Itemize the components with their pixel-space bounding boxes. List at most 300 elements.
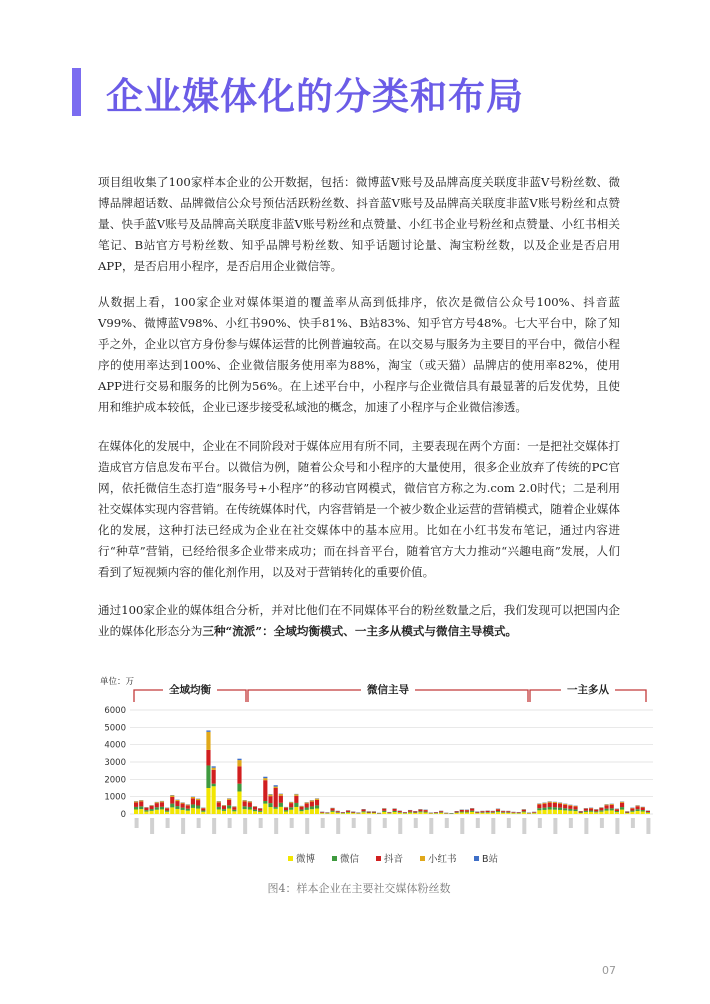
bar-segment (196, 800, 200, 805)
bar-segment (305, 803, 309, 807)
bar-segment (165, 810, 169, 811)
bar-segment (206, 732, 210, 750)
x-category-label (383, 818, 387, 828)
bar-segment (486, 813, 490, 814)
bar-segment (418, 811, 422, 812)
bar-segment (170, 795, 174, 797)
bar-segment (506, 812, 510, 813)
bar-segment (237, 784, 241, 792)
fans-chart-svg (98, 672, 658, 872)
bar-segment (635, 806, 639, 809)
bar-segment (284, 812, 288, 814)
bar-segment (465, 812, 469, 813)
bar-segment (186, 811, 190, 814)
x-category-label (367, 818, 371, 834)
bar-segment (196, 799, 200, 800)
bar-segment (558, 810, 562, 814)
x-category-label (181, 818, 185, 834)
bar-segment (139, 806, 143, 809)
group-label: 微信主导 (367, 684, 409, 696)
bar-segment (212, 784, 216, 787)
bar-segment (537, 810, 541, 814)
bar-segment (351, 812, 355, 813)
chart-unit-label: 单位：万 (100, 677, 135, 687)
bar-segment (232, 810, 236, 812)
x-category-label (429, 818, 433, 834)
bar-segment (160, 802, 164, 807)
paragraph-4 (98, 600, 620, 642)
x-category-label (166, 818, 170, 828)
bar-segment (424, 812, 428, 813)
bar-segment (563, 805, 567, 809)
bar-segment (243, 809, 247, 814)
bar-segment (191, 804, 195, 807)
bar-segment (201, 808, 205, 810)
x-category-label (228, 818, 232, 828)
bar-segment (217, 809, 221, 814)
bar-segment (227, 805, 231, 808)
bar-segment (620, 810, 624, 814)
bar-segment (248, 801, 252, 802)
bar-segment (491, 812, 495, 813)
legend-label: 抖音 (384, 854, 404, 865)
bar-segment (460, 810, 464, 812)
bar-segment (506, 811, 510, 812)
paragraph-4-text: 通过100家企业的媒体组合分析，并对比他们在不同媒体平台的粉丝数量之后，我们发现可以把国内企业的媒体化形态分为 (98, 603, 620, 638)
bar-segment (206, 730, 210, 731)
bar-segment (279, 803, 283, 807)
bar-segment (579, 811, 583, 812)
bar-segment (248, 807, 252, 810)
bar-segment (610, 808, 614, 810)
bar-segment (455, 813, 459, 814)
bar-segment (563, 810, 567, 814)
bar-segment (522, 812, 526, 814)
bar-segment (496, 809, 500, 811)
x-category-label (600, 818, 604, 828)
bar-segment (568, 806, 572, 809)
bar-segment (165, 812, 169, 814)
bar-segment (186, 805, 190, 808)
bar-segment (217, 807, 221, 810)
bar-segment (155, 807, 159, 809)
bar-segment (465, 810, 469, 811)
bar-segment (548, 803, 552, 807)
legend-label: 小红书 (428, 854, 457, 865)
bar-segment (258, 811, 262, 812)
x-category-label (445, 818, 449, 828)
bar-segment (134, 802, 138, 806)
bar-segment (212, 768, 216, 770)
bar-segment (630, 811, 634, 812)
bar-segment (263, 801, 267, 804)
bar-segment (227, 800, 231, 805)
bar-segment (263, 778, 267, 780)
bar-segment (243, 806, 247, 809)
bar-segment (289, 803, 293, 807)
bar-segment (320, 813, 324, 814)
bar-segment (367, 813, 371, 814)
bar-segment (305, 802, 309, 803)
bar-segment (501, 811, 505, 812)
x-category-label (631, 818, 635, 828)
bar-segment (542, 808, 546, 810)
bar-segment (336, 813, 340, 814)
x-category-label (197, 818, 201, 828)
bar-segment (480, 812, 484, 813)
bar-segment (330, 808, 334, 810)
bar-segment (227, 809, 231, 814)
bar-segment (191, 798, 195, 804)
bar-segment (610, 805, 614, 809)
bar-segment (268, 796, 272, 803)
legend-swatch (288, 856, 293, 861)
x-category-label (538, 818, 542, 828)
bar-segment (289, 807, 293, 809)
bar-segment (491, 813, 495, 814)
bar-segment (237, 760, 241, 766)
bar-segment (346, 813, 350, 814)
bar-segment (212, 770, 216, 784)
bar-segment (455, 811, 459, 812)
bar-segment (501, 813, 505, 814)
x-category-label (305, 818, 309, 834)
bar-segment (599, 812, 603, 814)
bar-segment (393, 811, 397, 812)
bar-segment (398, 812, 402, 813)
bar-segment (299, 807, 303, 810)
bar-segment (641, 808, 645, 811)
bar-segment (289, 810, 293, 814)
bar-segment (398, 813, 402, 814)
bar-segment (480, 811, 484, 812)
bar-segment (646, 813, 650, 814)
bar-segment (175, 800, 179, 801)
bar-segment (496, 811, 500, 812)
y-tick-label: 1000 (104, 792, 126, 803)
y-tick-label: 2000 (104, 775, 126, 786)
bar-segment (181, 808, 185, 810)
x-category-label (615, 818, 619, 834)
bar-segment (191, 808, 195, 814)
bar-segment (212, 766, 216, 767)
bar-segment (584, 811, 588, 812)
paragraph-3: 在媒体化的发展中，企业在不同阶段对于媒体应用有所不同，主要表现在两个方面：一是把社交媒体打造成官方信息发布平台。以微信为例，随着公众号和小程序的大量使用，很多企业放弃了传统的PC官网，依托微信生态打造“服务号+小程序”的移动官网模式，微信官方称之为.com 2.0时代；二是利用社交媒体实现内容营销。在传统媒体时代，内容营销是一个被少数企业运营的营销模式，随着企业媒体化的发展，这种打法已经成为企业在社交媒体中的基本应用。比如在小红书发布笔记，通过内容进行“种草”营销，已经给很多企业带来成功；而在抖音平台，随着官方大力推动“兴趣电商”发展，人们看到了短视频内容的催化剂作用，以及对于营销转化的重要价值。 (98, 439, 620, 579)
bar-segment (155, 810, 159, 814)
bar-segment (274, 788, 278, 807)
bar-segment (165, 808, 169, 810)
bar-segment (367, 813, 371, 814)
bar-segment (243, 801, 247, 806)
bar-segment (237, 766, 241, 783)
bar-segment (160, 801, 164, 802)
bar-segment (496, 812, 500, 814)
bar-segment (439, 811, 443, 812)
y-tick-label: 0 (120, 810, 126, 820)
legend-label: 微信 (340, 854, 360, 865)
bar-segment (206, 765, 210, 788)
bar-segment (625, 813, 629, 814)
bar-segment (170, 797, 174, 804)
bar-segment (150, 811, 154, 814)
bar-segment (620, 802, 624, 803)
bar-segment (553, 802, 557, 803)
bar-segment (305, 810, 309, 814)
x-category-label (646, 818, 650, 834)
bar-segment (630, 808, 634, 810)
bar-segment (460, 812, 464, 813)
group-label: 一主多从 (567, 684, 609, 696)
bar-segment (542, 804, 546, 808)
x-category-label (476, 818, 480, 828)
legend-swatch (474, 856, 479, 861)
bar-segment (635, 809, 639, 811)
x-category-label (460, 818, 464, 834)
bar-segment (351, 813, 355, 814)
bar-segment (181, 804, 185, 808)
bar-segment (573, 809, 577, 811)
bar-segment (553, 807, 557, 809)
bar-segment (542, 803, 546, 804)
bar-segment (573, 811, 577, 814)
bar-segment (206, 750, 210, 766)
x-category-label (352, 818, 356, 828)
bar-segment (150, 806, 154, 809)
bar-segment (346, 811, 350, 812)
bar-segment (646, 812, 650, 813)
bar-segment (361, 810, 365, 812)
bar-segment (268, 803, 272, 807)
y-tick-label: 6000 (104, 706, 126, 716)
bar-segment (424, 810, 428, 812)
x-category-label (150, 818, 154, 834)
bar-segment (506, 813, 510, 814)
x-category-label (507, 818, 511, 828)
bar-segment (372, 812, 376, 813)
bar-segment (274, 809, 278, 814)
bar-segment (589, 812, 593, 814)
bar-segment (139, 801, 143, 806)
bar-segment (480, 813, 484, 814)
bar-segment (175, 801, 179, 806)
bar-segment (279, 796, 283, 803)
bar-segment (315, 805, 319, 808)
bar-segment (222, 811, 226, 814)
bar-segment (372, 813, 376, 814)
bar-segment (284, 808, 288, 810)
bar-segment (615, 809, 619, 811)
bar-segment (356, 813, 360, 814)
bar-segment (558, 803, 562, 804)
bar-segment (222, 809, 226, 811)
bar-segment (604, 805, 608, 808)
bar-segment (330, 811, 334, 812)
bar-segment (196, 809, 200, 814)
bar-segment (134, 810, 138, 814)
bar-segment (237, 791, 241, 814)
bar-segment (548, 810, 552, 814)
bar-segment (413, 813, 417, 814)
bar-segment (336, 811, 340, 812)
bar-segment (439, 812, 443, 813)
bar-segment (268, 795, 272, 797)
bar-segment (134, 801, 138, 802)
figure-caption: 图4：样本企业在主要社交媒体粉丝数 (267, 882, 451, 895)
bar-segment (150, 809, 154, 811)
bar-segment (604, 809, 608, 811)
bar-segment (615, 811, 619, 812)
bar-segment (263, 780, 267, 801)
group-label: 全域均衡 (169, 684, 211, 696)
x-category-label (336, 818, 340, 834)
bar-segment (610, 804, 614, 805)
bar-segment (294, 796, 298, 803)
bar-segment (237, 759, 241, 760)
bar-segment (553, 810, 557, 814)
bar-segment (175, 809, 179, 814)
bar-segment (511, 813, 515, 814)
bar-segment (579, 813, 583, 814)
bar-segment (455, 812, 459, 813)
bar-segment (248, 802, 252, 806)
bar-segment (542, 810, 546, 814)
bar-segment (553, 803, 557, 807)
x-category-label (522, 818, 526, 834)
x-category-label (135, 818, 139, 828)
bar-segment (263, 804, 267, 814)
x-category-label (398, 818, 402, 834)
bar-segment (563, 808, 567, 810)
bar-segment (563, 804, 567, 805)
bar-segment (558, 804, 562, 808)
bar-segment (398, 811, 402, 812)
bar-segment (170, 804, 174, 808)
bar-segment (212, 786, 216, 814)
bar-segment (625, 812, 629, 813)
bar-segment (191, 797, 195, 798)
bar-segment (305, 808, 309, 810)
bar-segment (413, 812, 417, 813)
bar-segment (418, 812, 422, 814)
bar-segment (429, 813, 433, 814)
x-category-label (274, 818, 278, 834)
bar-segment (217, 802, 221, 807)
bar-segment (279, 807, 283, 814)
bar-segment (393, 812, 397, 814)
bar-segment (475, 813, 479, 814)
bar-segment (439, 813, 443, 814)
bar-segment (310, 809, 314, 814)
bar-segment (263, 777, 267, 778)
bar-segment (299, 811, 303, 814)
page-number: 07 (602, 964, 616, 977)
bar-segment (641, 811, 645, 814)
bar-segment (491, 811, 495, 812)
bar-segment (579, 812, 583, 813)
bar-segment (336, 812, 340, 813)
bar-segment (604, 804, 608, 805)
bar-segment (424, 812, 428, 814)
bar-segment (294, 803, 298, 807)
bar-segment (594, 810, 598, 812)
bar-segment (253, 811, 257, 814)
bar-segment (382, 811, 386, 812)
bar-segment (630, 812, 634, 814)
bar-segment (315, 799, 319, 800)
bar-segment (361, 811, 365, 812)
bar-segment (274, 787, 278, 788)
bar-segment (387, 813, 391, 814)
bar-segment (341, 813, 345, 814)
bar-segment (594, 812, 598, 814)
bar-segment (548, 802, 552, 803)
bar-segment (232, 811, 236, 814)
bar-segment (232, 807, 236, 810)
page-title: 企业媒体化的分类和布局 (106, 75, 524, 118)
bar-segment (139, 800, 143, 801)
bar-segment (573, 806, 577, 809)
bar-segment (589, 811, 593, 812)
bar-segment (139, 809, 143, 814)
bar-segment (599, 810, 603, 811)
bar-segment (382, 812, 386, 814)
bar-segment (568, 811, 572, 814)
bar-segment (537, 804, 541, 808)
bar-segment (289, 802, 293, 803)
legend-label: 微博 (296, 854, 316, 865)
bar-segment (206, 788, 210, 814)
paragraph-4-highlight: 三种“流派”：全域均衡模式、一主多从模式与微信主导模式。 (202, 624, 518, 638)
bar-segment (186, 809, 190, 811)
bar-segment (522, 811, 526, 812)
x-category-label (321, 818, 325, 828)
bar-segment (418, 810, 422, 812)
bar-segment (408, 810, 412, 811)
bar-segment (594, 811, 598, 812)
legend-swatch (332, 856, 337, 861)
bar-segment (243, 800, 247, 801)
bar-segment (155, 802, 159, 803)
bar-segment (274, 785, 278, 786)
bar-segment (201, 812, 205, 814)
bar-segment (310, 800, 314, 801)
bar-segment (258, 809, 262, 811)
bar-segment (268, 807, 272, 814)
bar-segment (315, 800, 319, 805)
bar-segment (144, 812, 148, 814)
bar-segment (274, 807, 278, 809)
x-category-label (414, 818, 418, 828)
bar-segment (486, 811, 490, 812)
bar-segment (346, 812, 350, 813)
bar-segment (310, 802, 314, 807)
bar-segment (532, 813, 536, 814)
bar-segment (615, 812, 619, 814)
bar-segment (486, 812, 490, 813)
bar-segment (646, 811, 650, 812)
bar-segment (258, 812, 262, 814)
x-category-label (243, 818, 247, 834)
bar-segment (144, 808, 148, 810)
bar-segment (134, 807, 138, 810)
bar-segment (279, 794, 283, 796)
bar-segment (537, 804, 541, 805)
bar-segment (170, 807, 174, 814)
bar-segment (403, 813, 407, 814)
fans-chart (98, 672, 658, 872)
x-category-label (553, 818, 557, 834)
bar-segment (470, 811, 474, 812)
